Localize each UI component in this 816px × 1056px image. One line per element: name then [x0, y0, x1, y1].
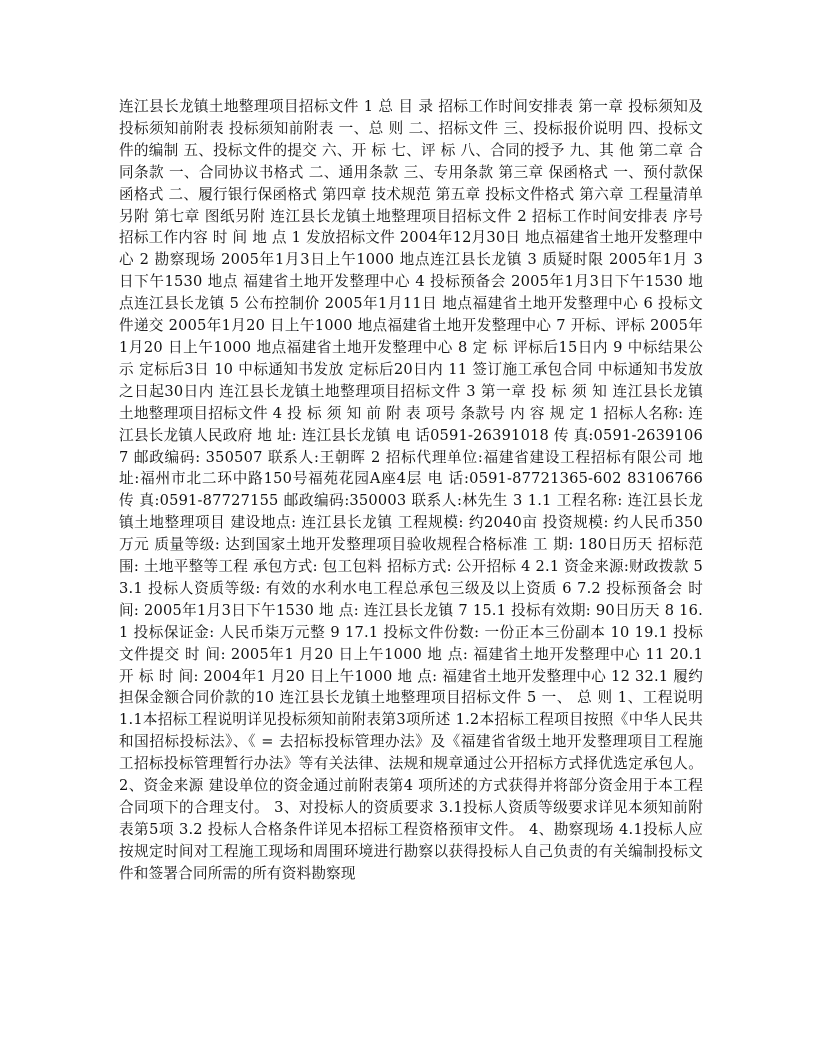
document-body-text: 连江县长龙镇土地整理项目招标文件 1 总 目 录 招标工作时间安排表 第一章 投标须知及投标须知前附表 投标须知前附表 一、总 则 二、招标文件 三、投标报价说明 四、投标文件的编制 五、投标文件的提交 六、开 标 七、评 标 八、合同的授予 九、其 他 第二章 合同条款 一、合同协议书格式 二、通用条款 三、专用条款 第三章 保函格式 一、预付款保函格式 二、履行银行保函格式 第四章 技术规范 第五章 投标文件格式 第六章 工程量清单另附 第七章 图纸另附 连江县长龙镇土地整理项目招标文件 2 招标工作时间安排表 序号 招标工作内容 时 间 地 点 1 发放招标文件 2004年12月30日 地点福建省土地开发整理中心 2 勘察现场 2005年1月3日上午1000 地点连江县长龙镇 3 质疑时限 2005年1月 3 日下午1530 地点 福建省土地开发整理中心 4 投标预备会 2005年1月3日下午1530 地点连江县长龙镇 5 公布控制价 2005年1月11日 地点福建省土地开发整理中心 6 投标文件递交 2005年1月20 日上午1000 地点福建省土地开发整理中心 7 开标、评标 2005年1月20 日上午1000 地点福建省土地开发整理中心 8 定 标 评标后15日内 9 中标结果公示 定标后3日 10 中标通知书发放 定标后20日内 11 签订施工承包合同 中标通知书发放之日起30日内 连江县长龙镇土地整理项目招标文件 3 第一章 投 标 须 知 连江县长龙镇土地整理项目招标文件 4 投 标 须 知 前 附 表 项号 条款号 内 容 规 定 1 招标人名称: 连江县长龙镇人民政府 地 址: 连江县长龙镇 电 话0591-26391018 传 真:0591-26391067 邮政编码: 350507 联系人:王朝晖 2 招标代理单位:福建省建设工程招标有限公司 地 址:福州市北二环中路150号福苑花园A座4层 电 话:0591-87721365-602 83106766 传 真:0591-87727155 邮政编码:350003 联系人:林先生 3 1.1 工程名称: 连江县长龙镇土地整理项目 建设地点: 连江县长龙镇 工程规模: 约2040亩 投资规模: 约人民币350万元 质量等级: 达到国家土地开发整理项目验收规程合格标准 工 期: 180日历天 招标范围: 土地平整等工程 承包方式: 包工包料 招标方式: 公开招标 4 2.1 资金来源:财政拨款 5 3.1 投标人资质等级: 有效的水利水电工程总承包三级及以上资质 6 7.2 投标预备会 时 间: 2005年1月3日下午1530 地 点: 连江县长龙镇 7 15.1 投标有效期: 90日历天 8 16.1 投标保证金: 人民币柒万元整 9 17.1 投标文件份数: 一份正本三份副本 10 19.1 投标文件提交 时 间: 2005年1 月20 日上午1000 地 点: 福建省土地开发整理中心 11 20.1 开 标 时 间: 2004年1 月20 日上午1000 地 点: 福建省土地开发整理中心 12 32.1 履约担保金额合同价款的10 连江县长龙镇土地整理项目招标文件 5 一、 总 则 1、工程说明 1.1本招标工程说明详见投标须知前附表第3项所述 1.2本招标工程项目按照《中华人民共和国招标投标法》、《 = 去招标投标管理办法》及《福建省省级土地开发整理项目工程施工招标投标管理暂行办法》等有关法律、法规和规章通过公开招标方式择优选定承包人。 2、资金来源 建设单位的资金通过前附表第4 项所述的方式获得并将部分资金用于本工程合同项下的合理支付。 3、对投标人的资质要求 3.1投标人资质等级要求详见本须知前附表第5项 3.2 投标人合格条件详见本招标工程资格预审文件。 4、勘察现场 4.1投标人应按规定时间对工程施工现场和周围环境进行勘察以获得投标人自己负责的有关编制投标文件和签署合同所需的所有资料勘察现	[119, 98, 703, 882]
